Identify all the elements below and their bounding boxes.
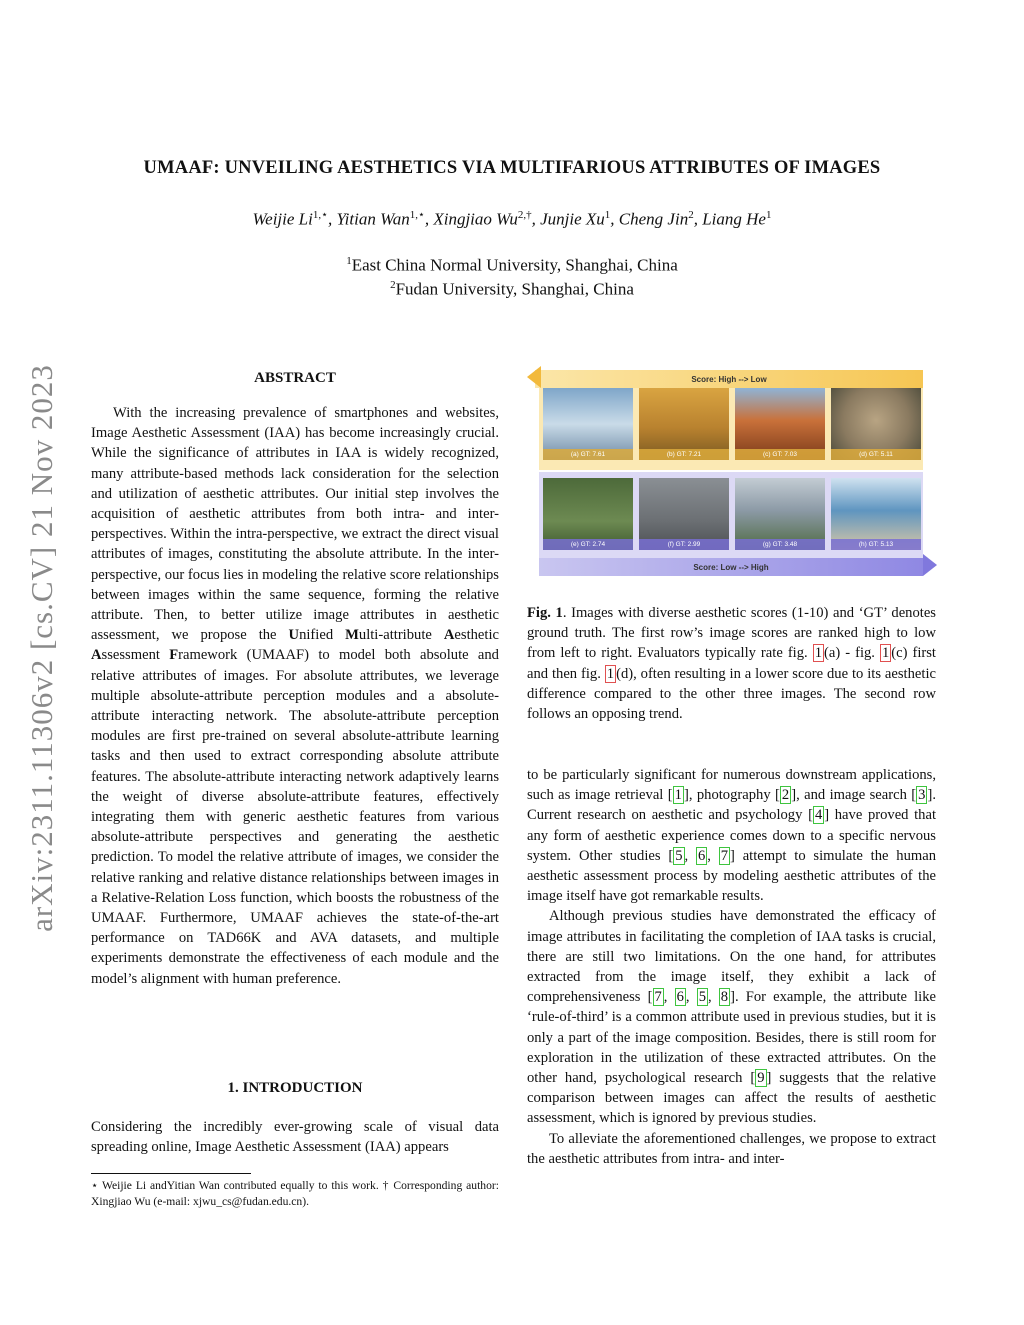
author-name: Liang He: [702, 209, 766, 229]
citation-link[interactable]: 1: [674, 787, 682, 804]
affiliation: [0, 279, 1024, 300]
image-gt-label: (e) GT: 2.74: [543, 539, 633, 550]
author-sup: 1,⋆: [312, 209, 328, 221]
author-sup: 1: [765, 209, 772, 221]
body-text: Although previous studies have demonstrated the efficacy of image attributes in facilitating the completion of IAA tasks is crucial, there are still two limitations. On the one hand, for attributes extracted from the image itself, they exhibit a lack of comprehensiveness: [527, 908, 936, 1006]
score-high-to-low-arrow: Score: High --> Low: [535, 370, 923, 388]
author-sup: 2: [688, 209, 694, 221]
figure-image: [639, 388, 729, 460]
author-sup: 1: [604, 209, 611, 221]
image-gt-label: (b) GT: 7.21: [639, 449, 729, 460]
citation-link[interactable]: 6: [676, 989, 684, 1006]
figure-image: [735, 478, 825, 550]
caption-text: (c) first and then fig.: [527, 645, 936, 682]
image-gt-label: (d) GT: 5.11: [831, 449, 921, 460]
image-gt-label: (g) GT: 3.48: [735, 539, 825, 550]
body-text: , and image search: [796, 787, 912, 804]
figure-ref-link[interactable]: 1: [814, 645, 822, 662]
abstract-acronym-letter: U: [288, 627, 300, 644]
affiliation: [0, 255, 1024, 276]
abstract-acronym-letter: A: [91, 647, 102, 664]
citation-link[interactable]: 7: [654, 989, 662, 1006]
figure-label: Fig. 1: [527, 605, 563, 621]
author-sup: 2,†: [517, 209, 532, 221]
figure-1: [527, 368, 936, 580]
figure-ref-link[interactable]: 1: [881, 645, 890, 662]
image-gt-label: (f) GT: 2.99: [639, 539, 729, 550]
footnote-rule: [91, 1173, 251, 1174]
citation-link[interactable]: 4: [814, 807, 823, 824]
introduction-text: Considering the incredibly ever-growing scale of visual data spreading online, Image Aesthetic Assessment (IAA) appears: [91, 1119, 499, 1156]
figure-image: [735, 388, 825, 460]
body-text: , photography: [688, 787, 776, 804]
body-text: To alleviate the aforementioned challenges, we propose to extract the aesthetic attributes from intra- and inter-: [527, 1130, 936, 1167]
body-text: to be particularly significant for numerous downstream applications, such as image retrieval: [527, 767, 936, 804]
abstract-text: ssessment: [101, 647, 170, 664]
caption-text: . Images with diverse aesthetic scores (1-10) and ‘GT’ denotes ground truth. The first row’s image scores are ranked high to low from left to right. Evaluators typically rate fig.: [527, 605, 936, 662]
caption-text: (a) - fig.: [824, 645, 880, 662]
citation-link[interactable]: 9: [757, 1070, 765, 1087]
citation-link[interactable]: 6: [697, 847, 706, 864]
figure-caption: [527, 603, 936, 724]
arrow-left-icon: [527, 366, 541, 388]
figure-image: [639, 478, 729, 550]
affiliation-text: East China Normal University, Shanghai, China: [351, 255, 678, 275]
author-list: Weijie $Li^{1,⋆}$, Yitian Wan$^{1,⋆}$, Xingjiao $Wu^{2,\dagger}$, Junjie Xu$^1$, Cheng Jin$^2$, Liang He$^1$: [252, 209, 772, 229]
abstract-text: With the increasing prevalence of smartphones and websites, Image Aesthetic Assessment (IAA) has become increasingly crucial. While the significance of attributes in IAA is widely recognized, many attribute-based methods lack consideration for the selection and utilization of aesthetic attributes. Our initial step involves the acquisition of aesthetic attributes from both intra- and inter-perspectives. Within the intra-perspective, we extract the direct visual attributes of images, constituting the absolute attribute. In the inter-perspective, our focus lies in modeling the relative score relationships between images within the same sequence, forming the relative attribute. Then, to better utilize image attributes in aesthetic assessment, we propose the: [91, 405, 499, 644]
citation-link[interactable]: 3: [918, 787, 926, 804]
body-text: suggests that the relative comparison between images can affect the results of aesthetic assessment, which is ignored by previous studies.: [527, 1070, 936, 1127]
right-column-body: to be particularly significant for numerous downstream applications, such as image retrieval [ 1 ], photography [ 2 ], and image search [ 3 ]. Current research on aesthetic and psychology [ 4 ] have proved that any form of aesthetic experience comes down to a specific nervous system. Other studies [ 5 , 6 , 7 ] attempt to simulate the human aesthetic assessment process by modeling aesthetic attributes of the image itself have got remarkable results. Although previous studies have demonstrated the efficacy of image attributes in facilitating the completion of IAA tasks is crucial, there are still two limitations. On the one hand, for attributes extracted from the image itself, they exhibit a lack of comprehensiveness [ 7 , 6 , 5 , 8 ]. For example, the attribute like ‘rule-of-third’ is a common attribute used in previous studies, but it is only a part of the image composition. Besides, there is still room for exploration in the utilization of these extracted attributes. On the other hand, psychological research [ 9 ] suggests that the relative comparison between images can affect the results of aesthetic assessment, which is ignored by previous studies. To alleviate the aforementioned challenges, we propose to extract the aesthetic attributes from intra- and inter-: [527, 765, 936, 1169]
author-name: Yitian Wan: [336, 209, 410, 229]
footnote: ⋆ Weijie Li andYitian Wan contributed equally to this work. † Corresponding author: Xingjiao Wu (e-mail: xjwu_cs@fudan.edu.cn).: [91, 1179, 499, 1208]
abstract-body: [91, 403, 499, 989]
image-gt-label: (h) GT: 5.13: [831, 539, 921, 550]
citation-link[interactable]: 5: [675, 847, 683, 864]
body-text: . For example, the attribute like ‘rule-of-third’ is a common attribute used in previous studies, but it is only a part of the image composition. Besides, there is still room for exploration in the utilization of these extracted attributes. On the other hand, psychological research: [527, 989, 937, 1087]
abstract-text: nified: [299, 627, 346, 644]
citation-link[interactable]: 2: [781, 787, 790, 804]
figure-image: [543, 478, 633, 550]
caption-text: (d), often resulting in a lower score due to its aesthetic difference compared to the other three images. The second row follows an opposing trend.: [527, 665, 936, 723]
figure-ref-link[interactable]: 1: [606, 665, 615, 682]
introduction-body: [91, 1117, 499, 1157]
affiliation-text: Fudan University, Shanghai, China: [395, 279, 634, 299]
figure-image: [831, 388, 921, 460]
abstract-acronym-letter: A: [443, 627, 455, 644]
author-name: Cheng Jin: [618, 209, 689, 229]
image-gt-label: (a) GT: 7.61: [543, 449, 633, 460]
abstract-acronym-letter: M: [345, 627, 359, 644]
citation-link[interactable]: 7: [720, 847, 729, 864]
abstract-acronym-letter: F: [169, 647, 179, 664]
citation-link[interactable]: 5: [698, 989, 706, 1006]
abstract-heading: ABSTRACT: [254, 370, 336, 386]
author-name: Xingjiao Wu: [433, 209, 518, 229]
body-text: attempt to simulate the human aesthetic assessment process by modeling aesthetic attributes of the image itself have got remarkable results.: [527, 847, 937, 905]
introduction-heading: 1. INTRODUCTION: [227, 1080, 363, 1096]
abstract-text: ulti-attribute: [358, 627, 444, 644]
figure-image: [831, 478, 921, 550]
body-text: . Current research on aesthetic and psychology: [527, 787, 936, 824]
author-name: Junjie Xu: [540, 209, 605, 229]
author-name: Weijie Li: [252, 209, 313, 229]
score-low-to-high-arrow: Score: Low --> High: [539, 558, 923, 576]
body-text: have proved that any form of aesthetic experience comes down to a specific nervous system. Other studies: [527, 807, 936, 864]
affiliation-sup: 2: [390, 279, 396, 291]
arxiv-side-stamp: arXiv:2311.11306v2 [cs.CV] 21 Nov 2023: [24, 364, 59, 932]
citation-link[interactable]: 8: [720, 989, 729, 1006]
affiliation-sup: 1: [346, 255, 352, 267]
abstract-text: (UMAAF) to model both absolute and relative attributes of images. For absolute attributes, we leverage multiple absolute-attribute perception modules and a absolute-attribute interacting network. The absolute-attribute perception modules are first pre-trained on several absolute-attribute learning tasks and then used to extract corresponding absolute attribute features. The absolute-attribute interacting network adaptively learns the weight of diverse absolute-attribute features, effectively integrating them with generic aesthetic features from various absolute-attribute perspectives and generating the aesthetic prediction. To model the relative attribute of images, we consider the relative ranking and relative distance relationships between images in a Relative-Relation Loss function, which boosts the robustness of the UMAAF. Furthermore, UMAAF achieves the state-of-the-art performance on TAD66K and AVA datasets, and multiple experiments demonstrate the effectiveness of each module and the model’s alignment with human preference.: [91, 647, 499, 987]
paper-title: UMAAF: UNVEILING AESTHETICS VIA MULTIFARIOUS ATTRIBUTES OF IMAGES: [143, 158, 881, 178]
abstract-text: ramework: [178, 647, 238, 664]
author-sup: 1,⋆: [409, 209, 425, 221]
arrow-right-icon: [923, 554, 937, 576]
figure-image: [543, 388, 633, 460]
image-gt-label: (c) GT: 7.03: [735, 449, 825, 460]
abstract-text: esthetic: [454, 627, 499, 644]
